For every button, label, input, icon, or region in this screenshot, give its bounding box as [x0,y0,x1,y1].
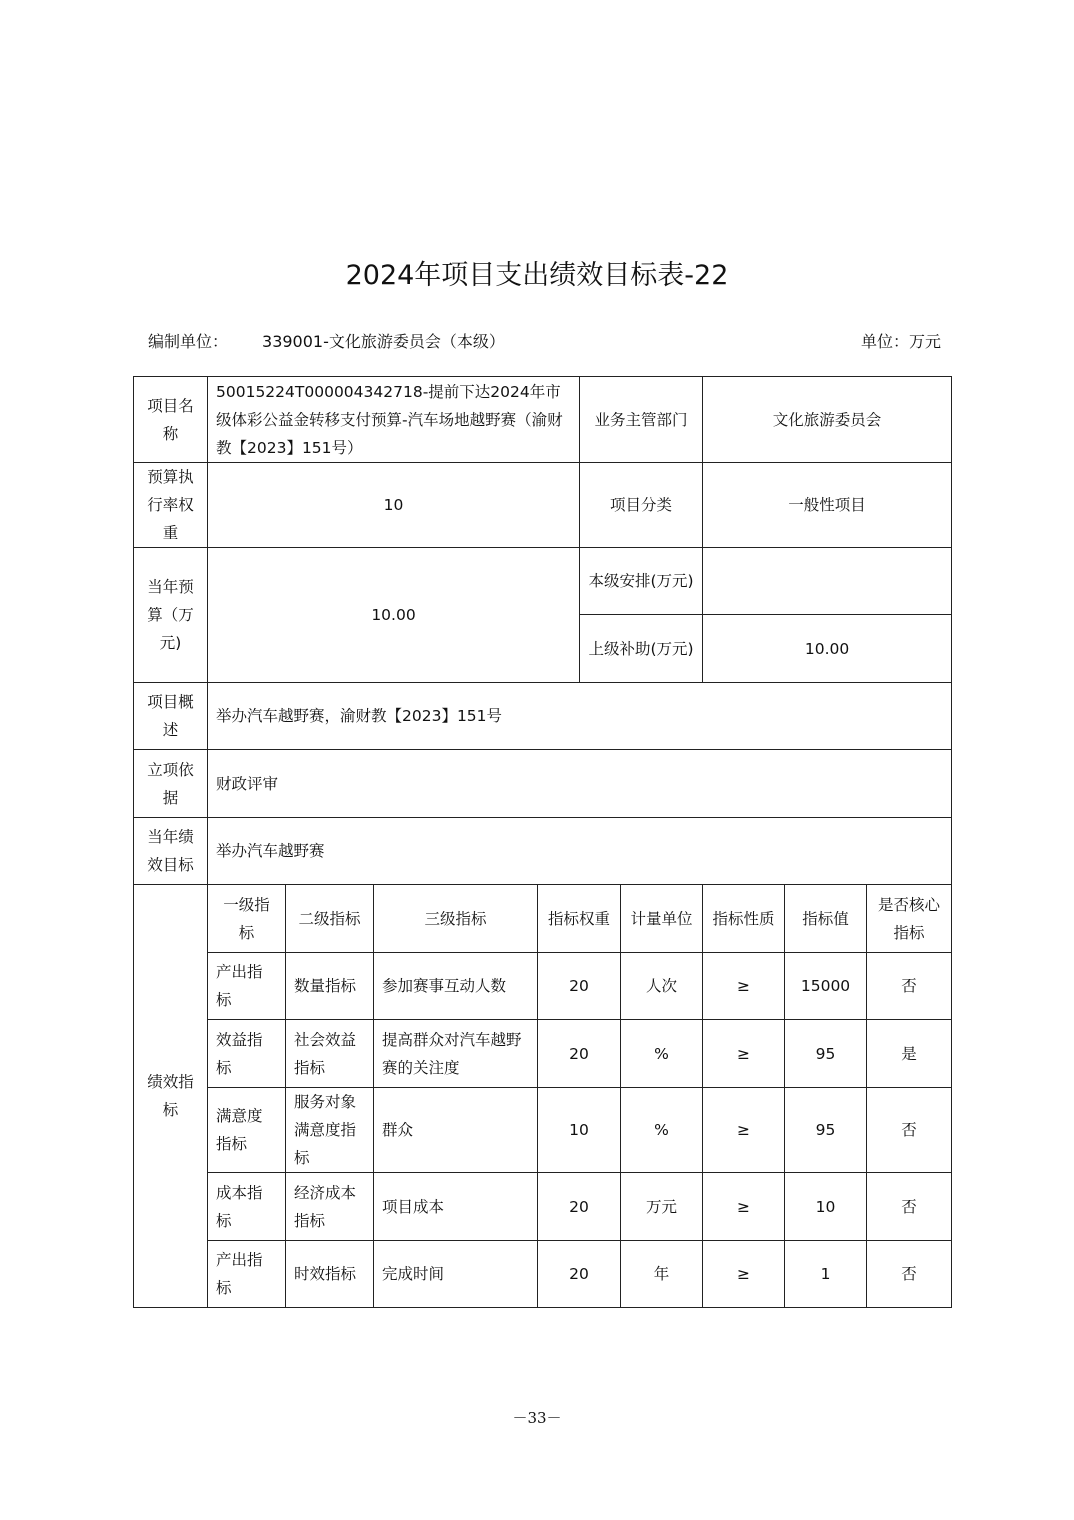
header-core: 是否核心指标 [867,885,952,953]
indicator-level3: 参加赛事互动人数 [374,953,538,1020]
dept-label: 业务主管部门 [580,377,703,463]
indicator-level3: 项目成本 [374,1173,538,1241]
indicator-weight: 20 [538,953,621,1020]
header-level2: 二级指标 [286,885,374,953]
indicator-level2: 经济成本指标 [286,1173,374,1241]
indicator-nature: ≥ [703,1173,785,1241]
indicator-nature: ≥ [703,1241,785,1308]
indicator-level3: 提高群众对汽车越野赛的关注度 [374,1020,538,1088]
upper-subsidy-value: 10.00 [703,615,952,683]
upper-subsidy-label: 上级补助(万元) [580,615,703,683]
goal-value: 举办汽车越野赛 [208,818,952,885]
compiling-unit-value: 339001-文化旅游委员会（本级） [262,332,505,351]
weight-label: 预算执行率权重 [134,463,208,548]
indicator-nature: ≥ [703,953,785,1020]
indicator-core: 否 [867,953,952,1020]
compiling-unit-label: 编制单位： [148,332,229,351]
header-value: 指标值 [785,885,867,953]
indicator-level1: 效益指标 [208,1020,286,1088]
header-weight: 指标权重 [538,885,621,953]
currency-unit: 单位：万元 [860,332,941,351]
indicator-header-row [134,885,952,953]
indicator-value: 95 [785,1020,867,1088]
indicator-core: 否 [867,1241,952,1308]
budget-value: 10.00 [208,548,580,683]
indicator-core: 否 [867,1088,952,1173]
basis-value: 财政评审 [208,750,952,818]
overview-value: 举办汽车越野赛，渝财教【2023】151号 [208,683,952,750]
row-annual-budget [134,548,952,615]
indicator-weight: 20 [538,1173,621,1241]
header-level1: 一级指标 [208,885,286,953]
dept-value: 文化旅游委员会 [703,377,952,463]
indicator-value: 10 [785,1173,867,1241]
indicator-level1: 产出指标 [208,953,286,1020]
budget-label: 当年预算（万元) [134,548,208,683]
row-annual-goal [134,818,952,885]
indicator-nature: ≥ [703,1020,785,1088]
compiling-unit [148,330,505,354]
indicator-unit: % [621,1020,703,1088]
header-nature: 指标性质 [703,885,785,953]
project-name-label: 项目名称 [134,377,208,463]
indicator-unit: 人次 [621,953,703,1020]
indicator-value: 1 [785,1241,867,1308]
category-value: 一般性项目 [703,463,952,548]
goal-label: 当年绩效目标 [134,818,208,885]
indicator-core: 否 [867,1173,952,1241]
indicator-level2: 服务对象满意度指标 [286,1088,374,1173]
row-overview [134,683,952,750]
row-basis [134,750,952,818]
indicator-level2: 时效指标 [286,1241,374,1308]
indicator-weight: 10 [538,1088,621,1173]
indicator-weight: 20 [538,1241,621,1308]
header-level3: 三级指标 [374,885,538,953]
weight-value: 10 [208,463,580,548]
indicator-level3: 群众 [374,1088,538,1173]
indicator-row [134,1088,952,1173]
indicator-value: 15000 [785,953,867,1020]
performance-target-table [133,376,952,1308]
row-budget-weight [134,463,952,548]
indicator-level2: 数量指标 [286,953,374,1020]
indicator-unit: % [621,1088,703,1173]
indicator-value: 95 [785,1088,867,1173]
local-budget-label: 本级安排(万元) [580,548,703,615]
project-name-value: 50015224T000004342718-提前下达2024年市级体彩公益金转移支付预算-汽车场地越野赛（渝财教【2023】151号） [208,377,580,463]
row-project-name [134,377,952,463]
category-label: 项目分类 [580,463,703,548]
indicator-level1: 产出指标 [208,1241,286,1308]
indicator-level1: 满意度指标 [208,1088,286,1173]
indicator-nature: ≥ [703,1088,785,1173]
indicator-row [134,1173,952,1241]
indicator-row [134,1020,952,1088]
indicator-core: 是 [867,1020,952,1088]
indicator-level1: 成本指标 [208,1173,286,1241]
indicator-weight: 20 [538,1020,621,1088]
basis-label: 立项依据 [134,750,208,818]
indicator-row [134,1241,952,1308]
indicator-unit: 万元 [621,1173,703,1241]
indicator-unit: 年 [621,1241,703,1308]
indicator-level3: 完成时间 [374,1241,538,1308]
page-number: －33－ [512,1409,562,1427]
page-title: 2024年项目支出绩效目标表-22 [345,260,729,291]
indicator-row [134,953,952,1020]
local-budget-value [703,548,952,615]
header-unit: 计量单位 [621,885,703,953]
indicator-level2: 社会效益指标 [286,1020,374,1088]
indicators-section-label: 绩效指标 [134,885,208,1308]
overview-label: 项目概述 [134,683,208,750]
